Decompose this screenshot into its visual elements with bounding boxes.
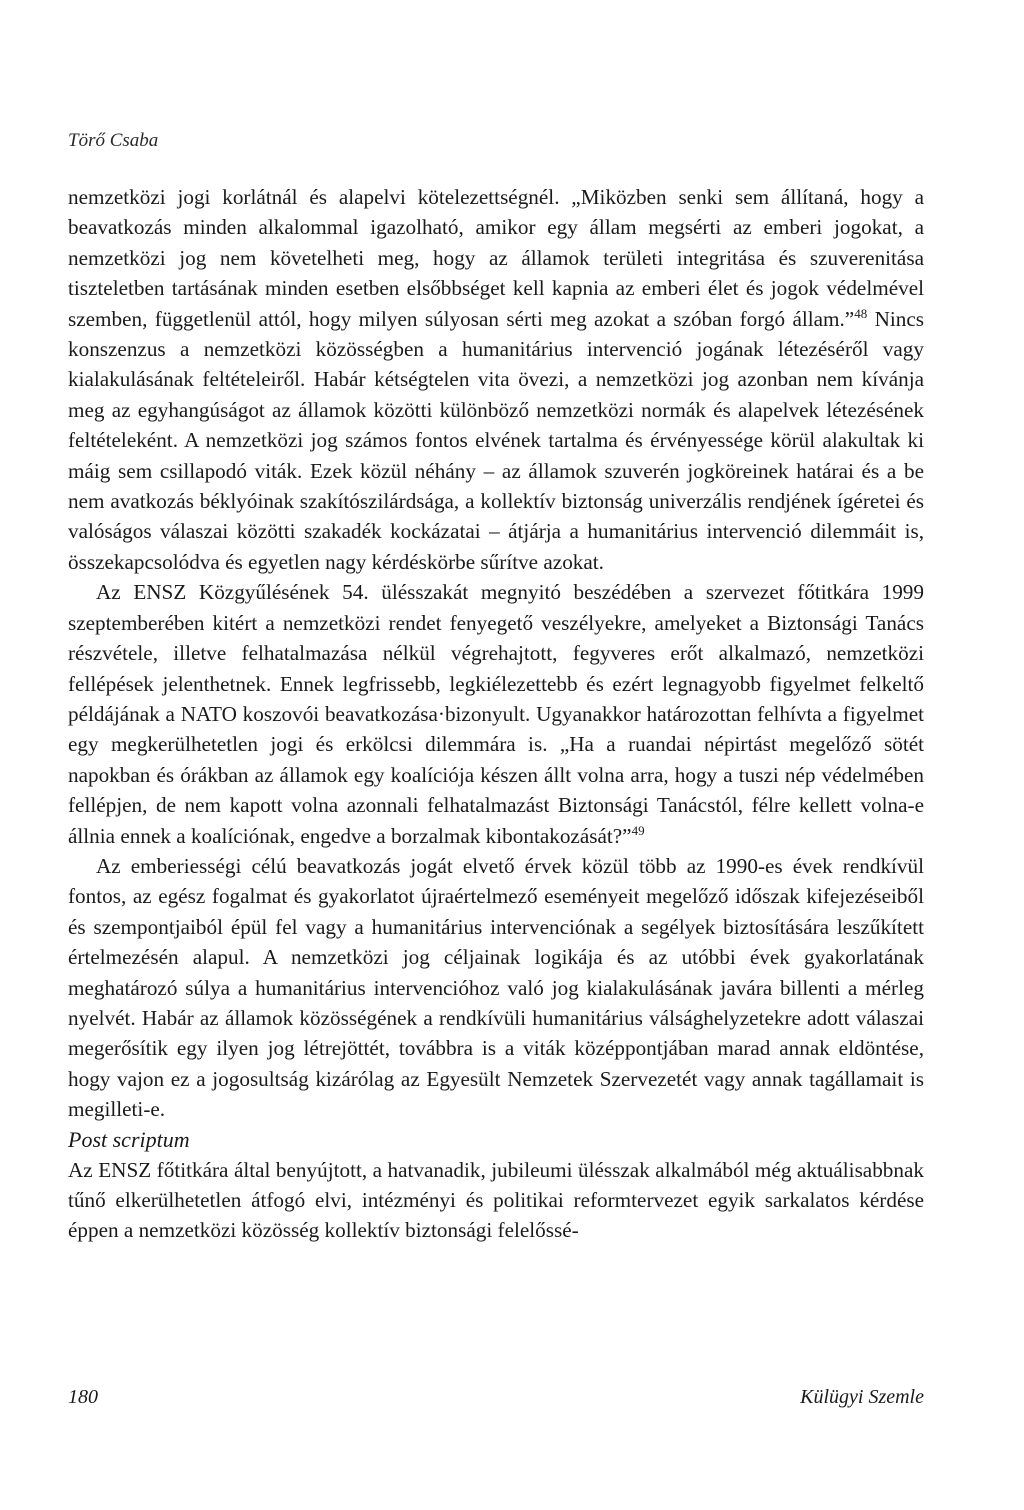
paragraph-3: Az emberiességi célú beavatkozás jogát elvető érvek közül több az 1990-es évek rendkívül fontos, az egész fogalmat és gyakorlatot újraértelmező eseményeit megelőző időszak kifejezéseiből és szempontjaiból épül fel vagy a humanitárius intervenciónak a segélyek biztosítására leszűkített értelmezésén alapul. A nemzetközi jog céljainak logikája és az utóbbi évek gyakorlatának meghatározó súlya a humanitárius intervencióhoz való jog kialakulásának javára billenti a mérleg nyelvét. Habár az államok közösségének a rendkívüli humanitárius válsághelyzetekre adott válaszai megerősítik egy ilyen jog létrejöttét, továbbra is a viták középpontjában marad annak eldöntése, hogy vajon ez a jogosultság kizárólag az Egyesült Nemzetek Szervezetét vagy annak tagállamait is megilleti-e. bbox=[68, 853, 924, 1122]
running-head-author: Törő Csaba bbox=[68, 130, 159, 151]
paragraph-1-text-b: Nincs konszenzus a nemzetközi közösségben a humanitárius intervenció jogának létezéséről vagy kialakulásának feltételeiről. Habár kétségtelen vita övezi, a nemzetközi jog azonban nem kívánja meg az egyhangúságot az államok közötti különböző nemzetközi normák és alapelvek létezésének feltételeként. A nemzetközi jog számos fontos elvének tartalma és érvényessége körül alakultak ki máig sem csillapodó viták. Ezek közül néhány – az államok szuverén jogköreinek határai és a be nem avatkozás béklyóinak szakítószilárdsága, a kollektív biztonság univerzális rendjének ígéretei és valóságos válaszai közötti szakadék kockázatai – átjárja a humanitárius intervenció dilemmáit is, összekapcsolódva és egyetlen nagy kérdéskörbe sűrítve azokat. bbox=[68, 306, 925, 574]
paragraph-2-text: Az ENSZ Közgyűlésének 54. ülésszakát megnyitó beszédében a szervezet főtitkára 1999 szeptemberében kitért a nemzetközi rendet fenyegető veszélyekre, amelyeket a Biztonsági Tanács részvétele, illetve felhatalmazása nélkül végrehajtott, fegyveres erőt alkalmazó, nemzetközi fellépések jelenthetnek. Ennek legfrissebb, legkiélezettebb és ezért legnagyobb figyelmet felkeltő példájának a NATO koszovói beavatkozása·bizonyult. Ugyanakkor határozottan felhívta a figyelmet egy megkerülhetetlen jogi és erkölcsi dilemmára is. „Ha a ruandai népirtást megelőző sötét napokban és órákban az államok egy koalíciója készen állt volna arra, hogy a tuszi nép védelmében fellépjen, de nem kapott volna azonnali felhatalmazást Biztonsági Tanácstól, félre kellett volna-e állnia ennek a koalíciónak, engedve a borzalmak kibontakozását?” bbox=[68, 580, 924, 848]
footnote-ref-49: 49 bbox=[631, 822, 645, 838]
journal-title: Külügyi Szemle bbox=[800, 1386, 924, 1408]
page-number: 180 bbox=[68, 1386, 98, 1408]
paragraph-4: Az ENSZ főtitkára által benyújtott, a hatvanadik, jubileumi ülésszak alkalmából még aktuálisabbnak tűnő elkerülhetetlen átfogó elvi, intézményi és politikai reformtervezet egyik sarkalatos kérdése éppen a nemzetközi közösség kollektív biztonsági felelőssé- bbox=[68, 1157, 924, 1243]
section-heading: Post scriptum bbox=[68, 1126, 190, 1152]
footnote-ref-48: 48 bbox=[854, 305, 868, 321]
paragraph-2 bbox=[68, 577, 924, 851]
article-body bbox=[68, 182, 924, 1246]
paragraph-1-text-a: nemzetközi jogi korlátnál és alapelvi kötelezettségnél. „Miközben senki sem állítaná, hogy a beavatkozás minden alkalommal igazolható, amikor egy állam megsérti az emberi jogokat, a nemzetközi jog nem követelheti meg, hogy az államok területi integritása és szuverenitása tiszteletben tartásának minden esetben elsőbbséget kell kapnia az emberi élet és jogok védelmével szemben, függetlenül attól, hogy milyen súlyosan sérti meg azokat a szóban forgó állam.” bbox=[68, 185, 924, 331]
paragraph-1 bbox=[68, 182, 924, 577]
